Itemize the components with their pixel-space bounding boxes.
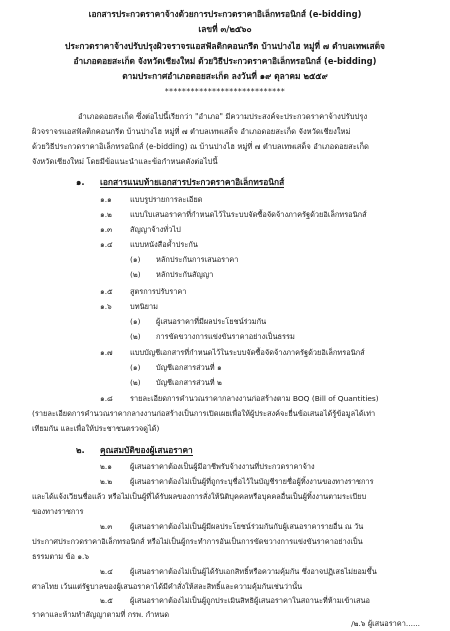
item-2-5-line-2: ราคาและห้ามทำสัญญาตามที่ กรพ. กำหนด: [32, 610, 170, 619]
item-1-4-1-text: หลักประกันการเสนอราคา: [156, 255, 239, 264]
item-2-2-line-1: ผู้เสนอราคาต้องไม่เป็นผู้ที่ถูกระบุชื่อไว้ในบัญชีรายชื่อผู้ทิ้งงานของทางราชการ: [130, 477, 374, 486]
project-title-line2: อำเภอดอยสะเก็ด จังหวัดเชียงใหม่ ด้วยวิธีประกวดราคาอิเล็กทรอนิกส์ (e-bidding): [73, 56, 377, 66]
separator-stars: ****************************: [164, 87, 286, 96]
item-1-4-1-num: (๑): [130, 255, 141, 264]
item-1-8-num: ๑.๘: [100, 394, 113, 403]
intro-line-2: ผิวจราจรแอสฟัลติกคอนกรีต บ้านปางไฮ หมู่ที่ ๗ ตำบลเทพเสด็จ อำเภอดอยสะเก็ด จังหวัดเชียงใหม่: [32, 127, 351, 136]
item-2-2-num: ๒.๒: [100, 477, 113, 486]
item-1-1-text: แบบรูปรายการละเอียด: [130, 195, 203, 204]
item-1-7-text: แบบบัญชีเอกสารที่กำหนดไว้ในระบบจัดซื้อจัดจ้างภาครัฐด้วยอิเล็กทรอนิกส์: [130, 348, 365, 357]
section1-number: ๑.: [76, 177, 85, 187]
item-1-4-num: ๑.๔: [100, 240, 113, 249]
section2-title: คุณสมบัติของผู้เสนอราคา: [100, 445, 193, 455]
item-1-6-1-num: (๑): [130, 317, 141, 326]
item-1-7-1-num: (๑): [130, 363, 141, 372]
item-2-3-num: ๒.๓: [100, 522, 113, 531]
item-1-1-num: ๑.๑: [100, 195, 112, 204]
item-1-2-num: ๑.๒: [100, 210, 112, 219]
item-1-5-num: ๑.๕: [100, 287, 113, 296]
intro-line-4: จังหวัดเชียงใหม่ โดยมีข้อแนะนำและข้อกำหนดดังต่อไปนี้: [32, 157, 218, 166]
boq-note-line-2: (รายละเอียดการคำนวณราคากลางงานก่อสร้างเป็นการเปิดเผยเพื่อให้ผู้ประสงค์จะยื่นข้อเสนอได้รู้ข้อมูลได้เท่า: [32, 409, 376, 418]
item-1-6-num: ๑.๖: [100, 302, 112, 311]
item-2-3-line-1: ผู้เสนอราคาต้องไม่เป็นผู้มีผลประโยชน์ร่วมกันกับผู้เสนอราคารายอื่น ณ วัน: [130, 522, 364, 531]
item-1-6-text: บทนิยาม: [130, 302, 158, 311]
item-2-3-line-2: ประกาศประกวดราคาอิเล็กทรอนิกส์ หรือไม่เป็นผู้กระทำการอันเป็นการขัดขวางการแข่งขันราคาอย่างเป็น: [32, 537, 363, 546]
item-2-4-num: ๒.๔: [100, 567, 113, 576]
item-1-7-2-num: (๒): [130, 378, 141, 387]
intro-line-3: ด้วยวิธีประกวดราคาอิเล็กทรอนิกส์ (e-bidding) ณ บ้านปางไฮ หมู่ที่ ๗ ตำบลเทพเสด็จ อำเภอดอยสะเก็ด: [32, 142, 369, 151]
item-2-3-line-3: ธรรมตาม ข้อ ๑.๖: [32, 552, 90, 561]
item-1-5-text: สูตรการปรับราคา: [130, 287, 187, 296]
item-2-1-text: ผู้เสนอราคาต้องเป็นผู้มีอาชีพรับจ้างงานที่ประกวดราคาจ้าง: [130, 462, 315, 471]
project-title-line1: ประกวดราคาจ้างปรับปรุงผิวจราจรแอสฟัลติกคอนกรีต บ้านปางไฮ หมู่ที่ ๗ ตำบลเทพเสด็จ: [65, 41, 385, 51]
item-2-2-line-3: ของทางราชการ: [32, 507, 84, 516]
item-2-1-num: ๒.๑: [100, 462, 112, 471]
item-2-2-line-2: และได้แจ้งเวียนชื่อแล้ว หรือไม่เป็นผู้ที่ได้รับผลของการสั่งให้นิติบุคคลหรือบุคคลอื่นเป็นผู้ทิ้งงานตามระเบียบ: [32, 492, 367, 501]
item-2-5-num: ๒.๕: [100, 596, 113, 605]
item-1-7-2-text: บัญชีเอกสารส่วนที่ ๒: [156, 378, 222, 387]
item-1-8-text: รายละเอียดการคำนวณราคากลางงานก่อสร้างตาม BOQ (Bill of Quantities): [130, 394, 379, 403]
item-1-6-2-num: (๒): [130, 332, 141, 341]
section2-number: ๒.: [76, 445, 85, 455]
section1-title: เอกสารแนบท้ายเอกสารประกวดราคาอิเล็กทรอนิกส์: [100, 177, 285, 187]
item-1-3-num: ๑.๓: [100, 225, 113, 234]
doc-number: เลขที่ ๓/๒๕๖๐: [198, 24, 252, 34]
item-1-4-text: แบบหนังสือค้ำประกัน: [130, 240, 198, 249]
item-1-3-text: สัญญาจ้างทั่วไป: [130, 225, 181, 234]
item-2-4-line-1: ผู้เสนอราคาต้องไม่เป็นผู้ได้รับเอกสิทธิ์หรือความคุ้มกัน ซึ่งอาจปฏิเสธไม่ยอมขึ้น: [130, 567, 377, 576]
continuation-note: /๒.๖ ผู้เสนอราคา......: [351, 619, 420, 628]
item-1-6-1-text: ผู้เสนอราคาที่มีผลประโยชน์ร่วมกัน: [156, 317, 267, 326]
item-1-4-2-text: หลักประกันสัญญา: [156, 270, 214, 279]
item-1-2-text: แบบใบเสนอราคาที่กำหนดไว้ในระบบจัดซื้อจัดจ้างภาครัฐด้วยอิเล็กทรอนิกส์: [130, 210, 367, 219]
intro-line-1: อำเภอดอยสะเก็ด ซึ่งต่อไปนี้เรียกว่า "อำเภอ" มีความประสงค์จะประกวดราคาจ้างปรับปรุง: [78, 112, 368, 121]
item-2-4-line-2: ศาลไทย เว้นแต่รัฐบาลของผู้เสนอราคาได้มีคำสั่งให้สละสิทธิ์และความคุ้มกันเช่นว่านั้น: [32, 582, 303, 591]
boq-note-line-3: เทียมกัน และเพื่อให้ประชาชนตรวจดูได้): [32, 424, 160, 433]
item-1-7-1-text: บัญชีเอกสารส่วนที่ ๑: [156, 363, 222, 372]
item-2-5-line-1: ผู้เสนอราคาต้องไม่เป็นผู้ถูกประเมินสิทธิผู้เสนอราคาในสถานะที่ห้ามเข้าเสนอ: [130, 596, 370, 605]
item-1-6-2-text: การขัดขวางการแข่งขันราคาอย่างเป็นธรรม: [156, 332, 295, 341]
item-1-4-2-num: (๒): [130, 270, 141, 279]
doc-title: เอกสารประกวดราคาจ้างด้วยการประกวดราคาอิเล็กทรอนิกส์ (e-bidding): [88, 9, 362, 19]
item-1-7-num: ๑.๗: [100, 348, 113, 357]
announcement-date: ตามประกาศอำเภอดอยสะเก็ด ลงวันที่ ๑๙ ตุลาคม ๒๕๕๙: [122, 71, 328, 81]
